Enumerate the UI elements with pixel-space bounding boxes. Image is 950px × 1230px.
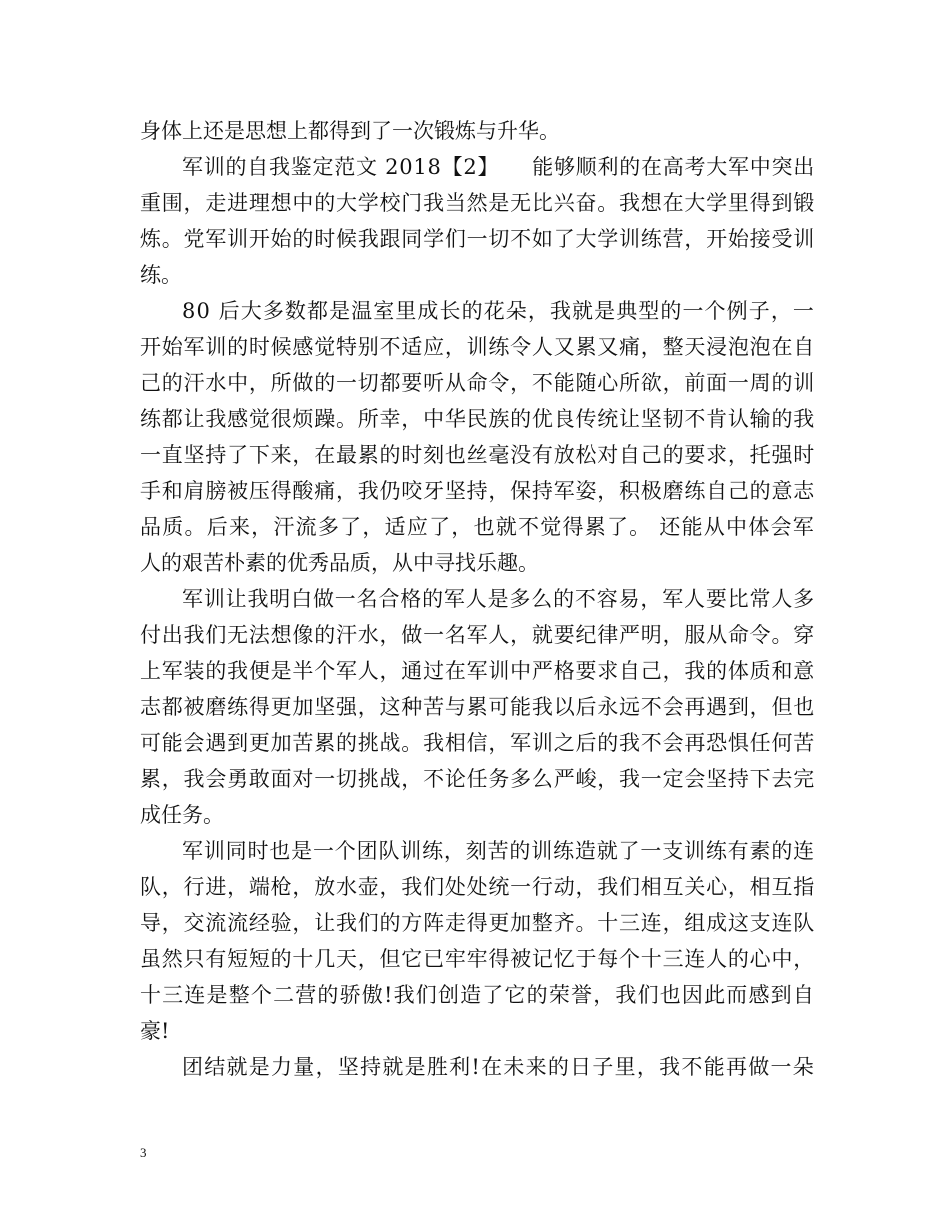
text-line: 付出我们无法想像的汗水，做一名军人，就要纪律严明，服从命令。穿	[140, 623, 815, 647]
text-line: 队，行进，端枪，放水壶，我们处处统一行动，我们相互关心，相互指	[140, 875, 815, 899]
text-line: 一直坚持了下来，在最累的时刻也丝毫没有放松对自己的要求，托强时	[140, 443, 815, 467]
text-line: 成任务。	[140, 803, 224, 827]
text-line: 开始军训的时候感觉特别不适应，训练令人又累又痛，整天浸泡泡在自	[140, 335, 815, 359]
text-line: 身体上还是思想上都得到了一次锻炼与升华。	[140, 119, 560, 143]
text-line: 己的汗水中，所做的一切都要听从命令，不能随心所欲，前面一周的训	[140, 371, 815, 395]
text-line: 手和肩膀被压得酸痛，我仍咬牙坚持，保持军姿，积极磨练自己的意志	[140, 479, 815, 503]
text-line: 人的艰苦朴素的优秀品质，从中寻找乐趣。	[140, 551, 539, 575]
text-line: 军训让我明白做一名合格的军人是多么的不容易，军人要比常人多	[182, 587, 815, 611]
text-line: 军训的自我鉴定范文 2018【2】 能够顺利的在高考大军中突出	[182, 155, 815, 179]
page-number: 3	[140, 1145, 147, 1160]
text-line: 导，交流流经验，让我们的方阵走得更加整齐。十三连，组成这支连队	[140, 911, 815, 935]
text-line: 80 后大多数都是温室里成长的花朵，我就是典型的一个例子，一	[182, 299, 815, 323]
text-line: 志都被磨练得更加坚强，这种苦与累可能我以后永远不会再遇到，但也	[140, 695, 815, 719]
text-line: 团结就是力量，坚持就是胜利!在未来的日子里，我不能再做一朵	[182, 1055, 815, 1079]
text-line: 品质。后来，汗流多了，适应了，也就不觉得累了。 还能从中体会军	[140, 515, 815, 539]
text-line: 累，我会勇敢面对一切挑战，不论任务多么严峻，我一定会坚持下去完	[140, 767, 815, 791]
text-line: 军训同时也是一个团队训练，刻苦的训练造就了一支训练有素的连	[182, 839, 815, 863]
text-line: 练都让我感觉很烦躁。所幸，中华民族的优良传统让坚韧不肯认输的我	[140, 407, 815, 431]
document-body	[140, 113, 815, 1085]
text-line: 十三连是整个二营的骄傲!我们创造了它的荣誉，我们也因此而感到自	[140, 983, 815, 1007]
text-line: 炼。党军训开始的时候我跟同学们一切不如了大学训练营，开始接受训	[140, 227, 815, 251]
text-line: 重围，走进理想中的大学校门我当然是无比兴奋。我想在大学里得到锻	[140, 191, 815, 215]
text-line: 豪!	[140, 1019, 170, 1043]
text-line: 练。	[140, 263, 182, 287]
text-line: 虽然只有短短的十几天，但它已牢牢得被记忆于每个十三连人的心中，	[140, 947, 815, 971]
text-line: 上军装的我便是半个军人，通过在军训中严格要求自己，我的体质和意	[140, 659, 815, 683]
text-line: 可能会遇到更加苦累的挑战。我相信，军训之后的我不会再恐惧任何苦	[140, 731, 815, 755]
